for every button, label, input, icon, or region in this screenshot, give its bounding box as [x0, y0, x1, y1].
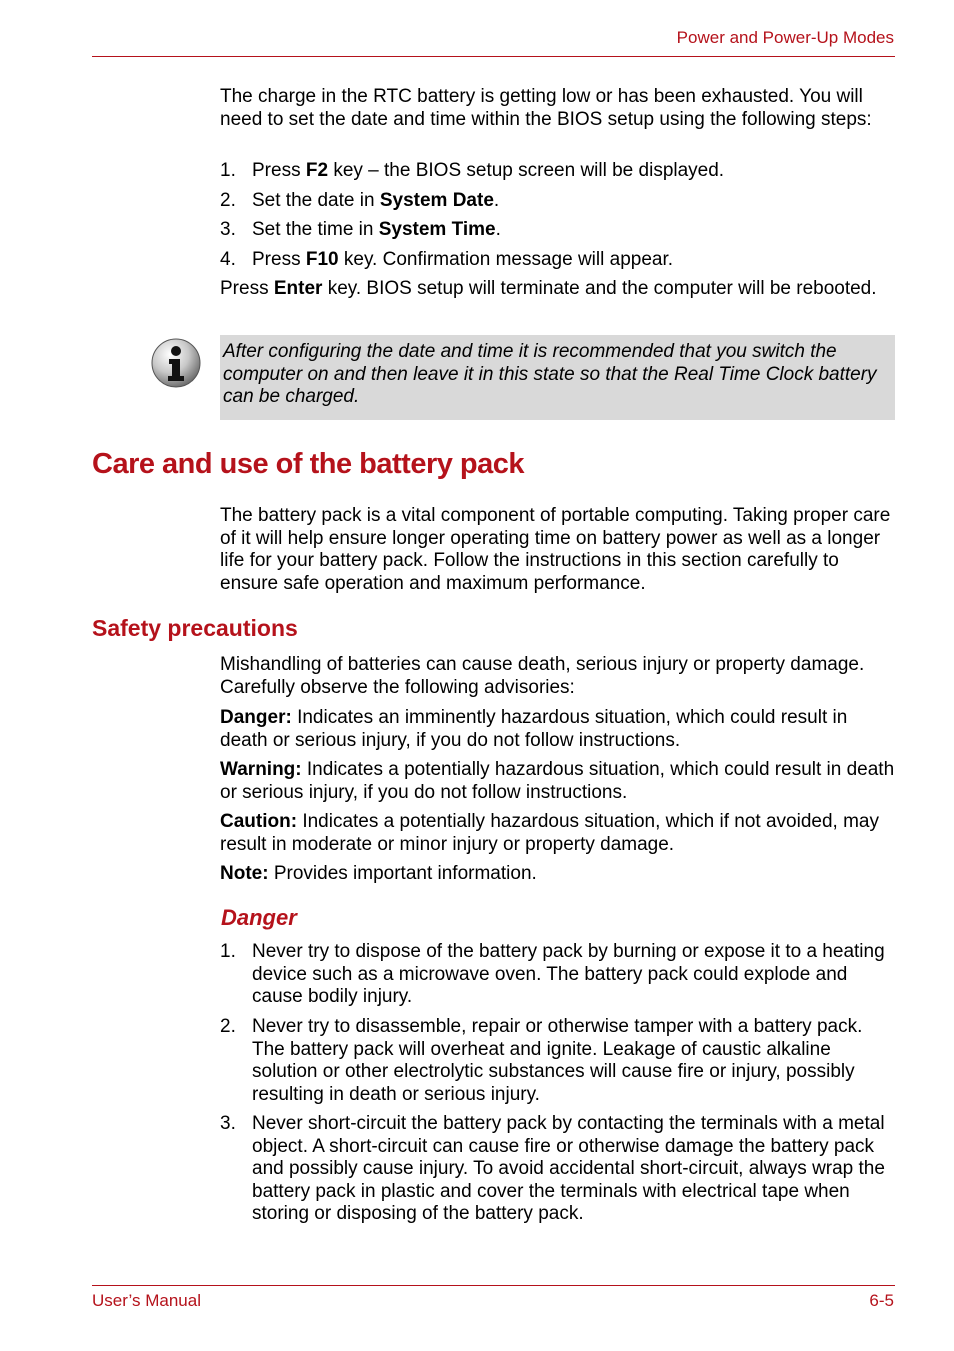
step-text: Press F2 key – the BIOS setup screen will be displayed. [252, 160, 725, 181]
item-number: 2. [220, 1016, 236, 1037]
item-text: Never try to disassemble, repair or otherwise tamper with a battery pack. The battery pack will overheat and ignite. Leakage of caustic alkaline solution or other electrolytic substances will cause fire or injury, possibly resulting in death or serious injury. [252, 1016, 863, 1105]
page-header-title: Power and Power-Up Modes [676, 28, 894, 47]
header-rule [92, 56, 895, 57]
section-heading: Care and use of the battery pack [92, 448, 525, 480]
rtc-intro-paragraph: The charge in the RTC battery is getting low or has been exhausted. You will need to set the date and time within the BIOS setup using the following steps: [220, 86, 872, 130]
advisory-note: Note: Provides important information. [220, 863, 537, 884]
care-intro-paragraph: The battery pack is a vital component of portable computing. Taking proper care of it will help ensure longer operating time on battery power as well as a longer life for your battery pack. Follow the instructions in this section carefully to ensure safe operation and maximum performance. [220, 505, 891, 594]
step-number: 2. [220, 190, 236, 211]
advisory-warning: Warning: Indicates a potentially hazardous situation, which could result in death or serious injury, if you do not follow instructions. [220, 759, 895, 803]
step-text: Press F10 key. Confirmation message will appear. [252, 249, 674, 270]
info-icon [150, 337, 202, 389]
footer-manual-title: User’s Manual [92, 1291, 201, 1310]
item-number: 1. [220, 941, 236, 962]
danger-heading: Danger [221, 905, 297, 930]
step-number: 3. [220, 219, 236, 240]
note-box [220, 335, 895, 420]
step-text: Set the date in System Date. [252, 190, 500, 211]
item-text: Never try to dispose of the battery pack by burning or expose it to a heating device such as a microwave oven. The battery pack could explode and cause bodily injury. [252, 941, 885, 1007]
page-number: 6-5 [869, 1291, 894, 1310]
subsection-heading: Safety precautions [92, 615, 298, 641]
step-number: 1. [220, 160, 236, 181]
note-text: After configuring the date and time it is recommended that you switch the computer on and then leave it in this state so that the Real Time Clock battery can be charged. [223, 341, 877, 407]
safety-intro-paragraph: Mishandling of batteries can cause death, serious injury or property damage. Carefully observe the following advisories: [220, 654, 865, 698]
footer-rule [92, 1285, 895, 1286]
item-text: Never short-circuit the battery pack by contacting the terminals with a metal object. A short-circuit can cause fire or otherwise damage the battery pack and possibly cause injury. To avoid accidental short-circuit, always wrap the battery pack in plastic and cover the terminals with electrical tape when storing or disposing of the battery pack. [252, 1113, 885, 1224]
advisory-caution: Caution: Indicates a potentially hazardous situation, which if not avoided, may result in moderate or minor injury or property damage. [220, 811, 879, 855]
step-number: 4. [220, 249, 236, 270]
rtc-after-paragraph: Press Enter key. BIOS setup will terminate and the computer will be rebooted. [220, 278, 877, 299]
advisory-danger: Danger: Indicates an imminently hazardous situation, which could result in death or serious injury, if you do not follow instructions. [220, 707, 848, 751]
item-number: 3. [220, 1113, 236, 1134]
step-text: Set the time in System Time. [252, 219, 501, 240]
